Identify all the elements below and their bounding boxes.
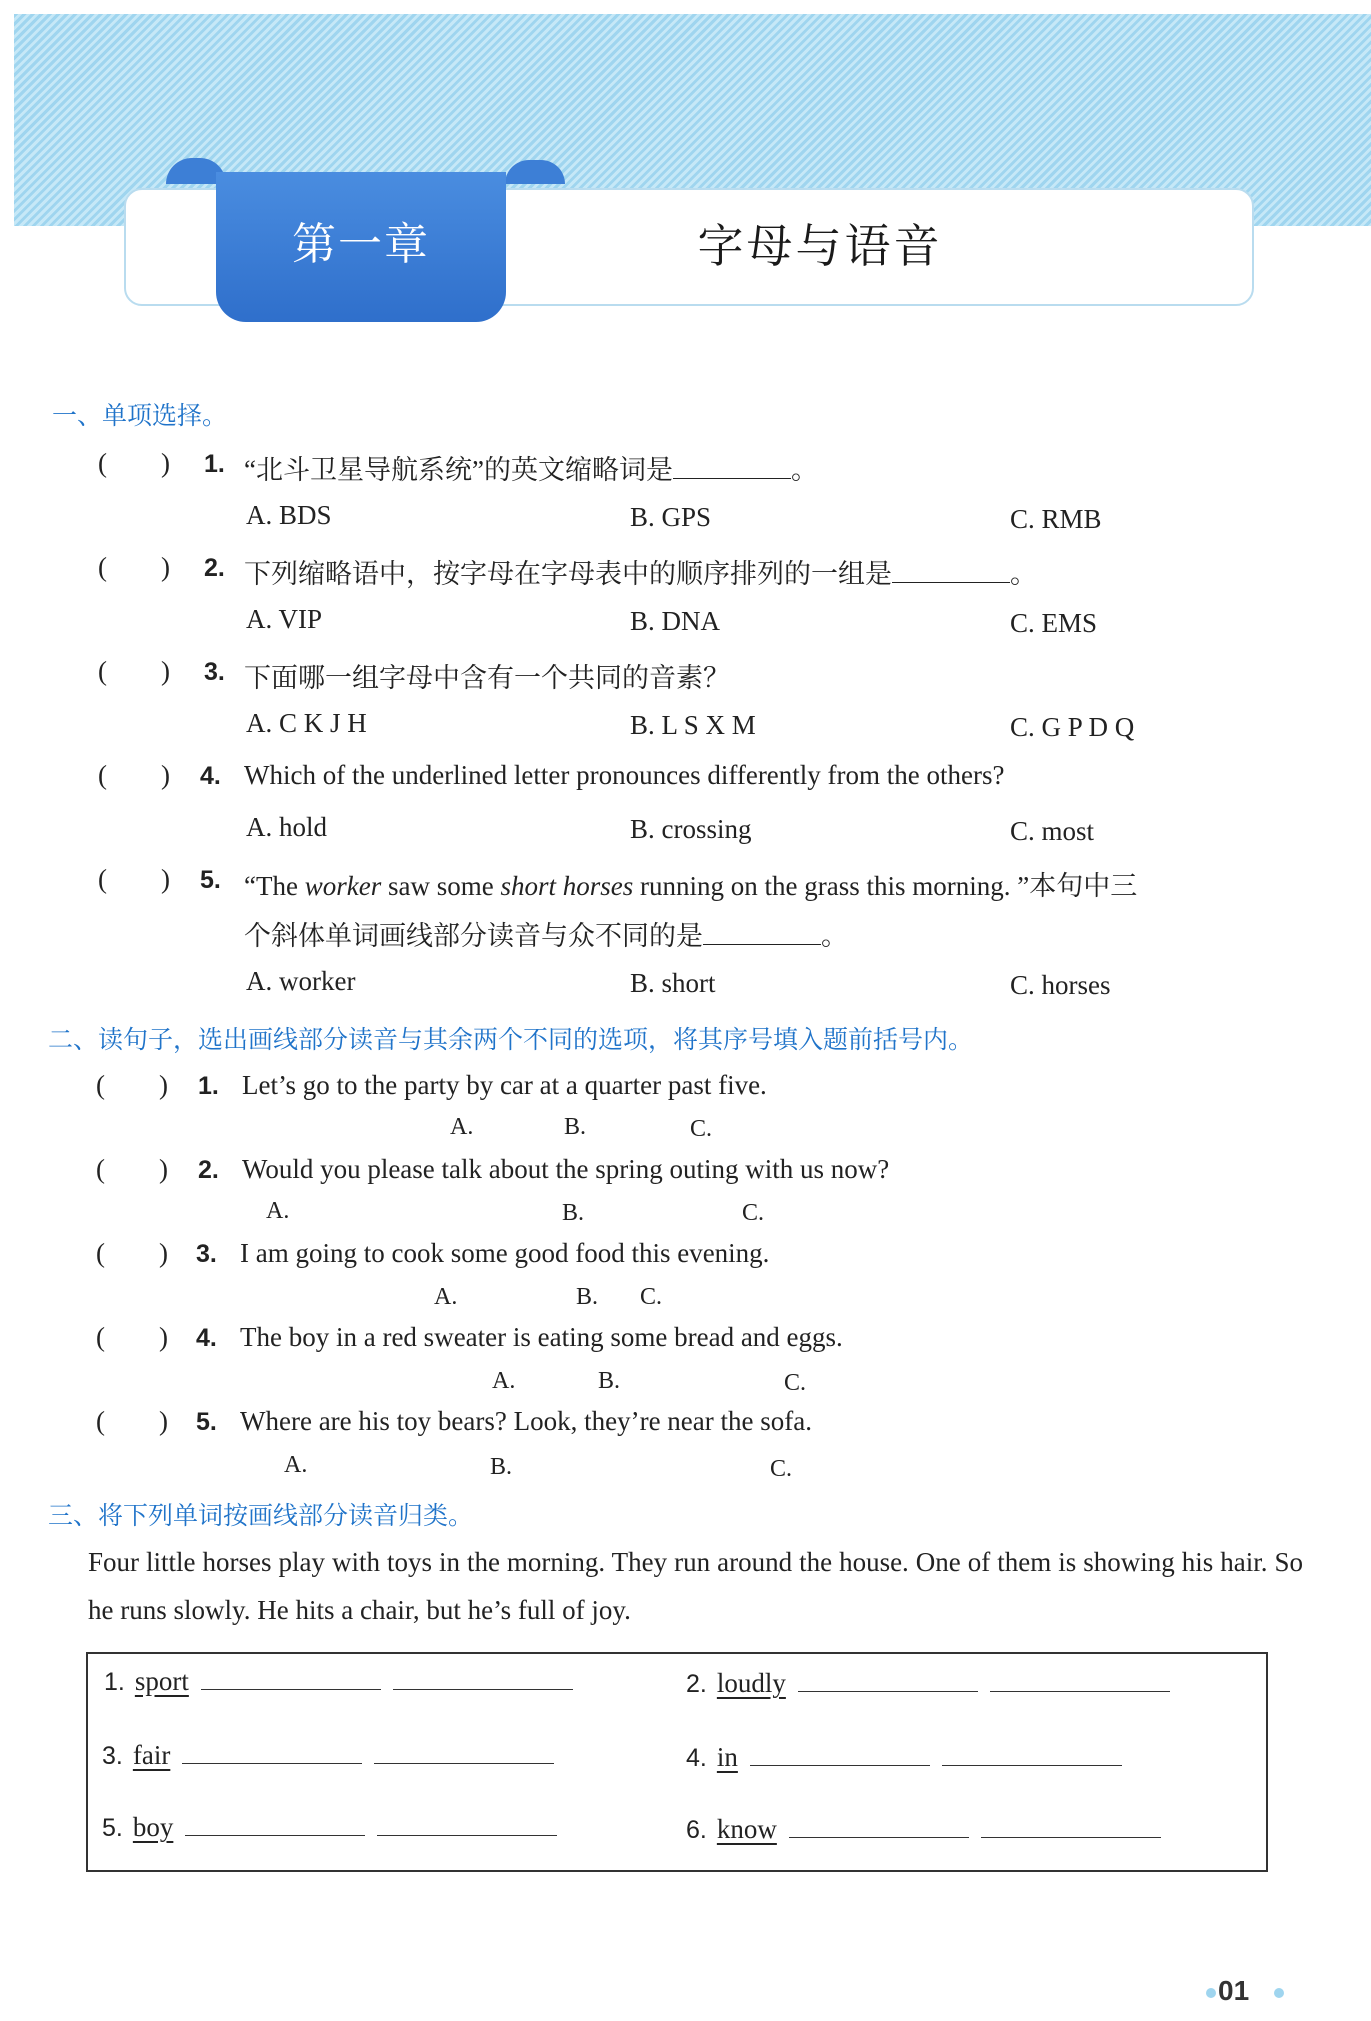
word-cell[interactable]: 4. in — [686, 1742, 1122, 1773]
option-b: B. L S X M — [630, 710, 756, 740]
question-number: 1. — [198, 1072, 219, 1100]
option-a: A. C K J H — [246, 708, 367, 738]
label-c: C. — [742, 1200, 765, 1226]
label-b: B. — [490, 1454, 513, 1480]
word-cell[interactable]: 2. loudly — [686, 1668, 1170, 1699]
question-stem: “The worker saw some short horses running on the grass this morning. ”本句中三 — [244, 871, 1138, 901]
word-cell[interactable]: 1. sport — [104, 1666, 573, 1697]
option-a: A. hold — [246, 812, 327, 842]
option-c: C. horses — [1010, 970, 1111, 1000]
question-number: 4. — [200, 762, 221, 790]
label-b: B. — [564, 1114, 587, 1140]
sentence: Where are his toy bears? Look, they’re near the sofa. — [240, 1406, 812, 1436]
question-number: 5. — [196, 1408, 217, 1436]
label-c: C. — [784, 1370, 807, 1396]
answer-paren[interactable]: ( ) — [96, 1070, 168, 1100]
question-number: 3. — [204, 658, 225, 686]
label-a: A. — [492, 1368, 516, 1394]
answer-paren[interactable]: ( ) — [96, 1322, 168, 1352]
label-a: A. — [284, 1452, 308, 1478]
word-cell[interactable]: 5. boy — [102, 1812, 557, 1843]
word-cell[interactable]: 6. know — [686, 1814, 1161, 1845]
option-b: B. DNA — [630, 606, 721, 636]
option-c: C. EMS — [1010, 608, 1098, 638]
answer-paren[interactable]: ( ) — [96, 1406, 168, 1436]
reading-paragraph: Four little horses play with toys in the morning. They run around the house. One of them is showing his hair. So he runs slowly. He hits a chair, but he’s full of joy. — [88, 1547, 1303, 1625]
question-stem: 下面哪一组字母中含有一个共同的音素？ — [244, 663, 730, 693]
answer-paren[interactable]: ( ) — [96, 1238, 168, 1268]
page-number: 01 — [1218, 1975, 1250, 2006]
option-a: A. VIP — [246, 604, 323, 634]
sentence: The boy in a red sweater is eating some bread and eggs. — [240, 1322, 843, 1352]
label-b: B. — [562, 1200, 585, 1226]
answer-paren[interactable]: ( ) — [98, 760, 170, 790]
chapter-label: 第一章 — [292, 219, 430, 270]
question-number: 5. — [200, 866, 221, 894]
page-dot-left — [1206, 1988, 1216, 1998]
question-stem: Which of the underlined letter pronounces differently from the others? — [244, 760, 1005, 790]
option-b: B. crossing — [630, 814, 752, 844]
label-c: C. — [770, 1456, 793, 1482]
sentence: I am going to cook some good food this evening. — [240, 1238, 770, 1268]
question-number: 2. — [198, 1156, 219, 1184]
question-stem-line2: 个斜体单词画线部分读音与众不同的是 。 — [244, 921, 848, 951]
answer-paren[interactable]: ( ) — [98, 552, 170, 582]
option-b: B. short — [630, 968, 716, 998]
question-number: 4. — [196, 1324, 217, 1352]
word-cell[interactable]: 3. fair — [102, 1740, 554, 1771]
answer-paren[interactable]: ( ) — [98, 656, 170, 686]
question-number: 1. — [204, 450, 225, 478]
section2-heading: 二、读句子，选出画线部分读音与其余两个不同的选项，将其序号填入题前括号内。 — [48, 1025, 974, 1054]
label-b: B. — [598, 1368, 621, 1394]
page-dot-right — [1274, 1988, 1284, 1998]
option-c: C. RMB — [1010, 504, 1102, 534]
label-c: C. — [690, 1116, 713, 1142]
answer-paren[interactable]: ( ) — [96, 1154, 168, 1184]
question-stem: “北斗卫星导航系统”的英文缩略词是 。 — [244, 455, 818, 485]
option-a: A. BDS — [246, 500, 332, 530]
label-a: A. — [434, 1284, 458, 1310]
answer-paren[interactable]: ( ) — [98, 864, 170, 894]
label-b: B. — [576, 1284, 599, 1310]
option-c: C. most — [1010, 816, 1095, 846]
question-number: 3. — [196, 1240, 217, 1268]
answer-paren[interactable]: ( ) — [98, 448, 170, 478]
option-b: B. GPS — [630, 502, 712, 532]
label-c: C. — [640, 1284, 663, 1310]
question-number: 2. — [204, 554, 225, 582]
label-a: A. — [450, 1114, 474, 1140]
chapter-title: 字母与语音 — [697, 219, 943, 273]
section3-heading: 三、将下列单词按画线部分读音归类。 — [48, 1501, 474, 1530]
sentence: Let’s go to the party by car at a quarter past five. — [242, 1070, 767, 1100]
sentence: Would you please talk about the spring outing with us now? — [242, 1154, 890, 1184]
label-a: A. — [266, 1198, 290, 1224]
option-c: C. G P D Q — [1010, 712, 1135, 742]
option-a: A. worker — [246, 966, 356, 996]
section1-heading: 一、单项选择。 — [52, 401, 228, 430]
question-stem: 下列缩略语中，按字母在字母表中的顺序排列的一组是 。 — [244, 559, 1037, 589]
